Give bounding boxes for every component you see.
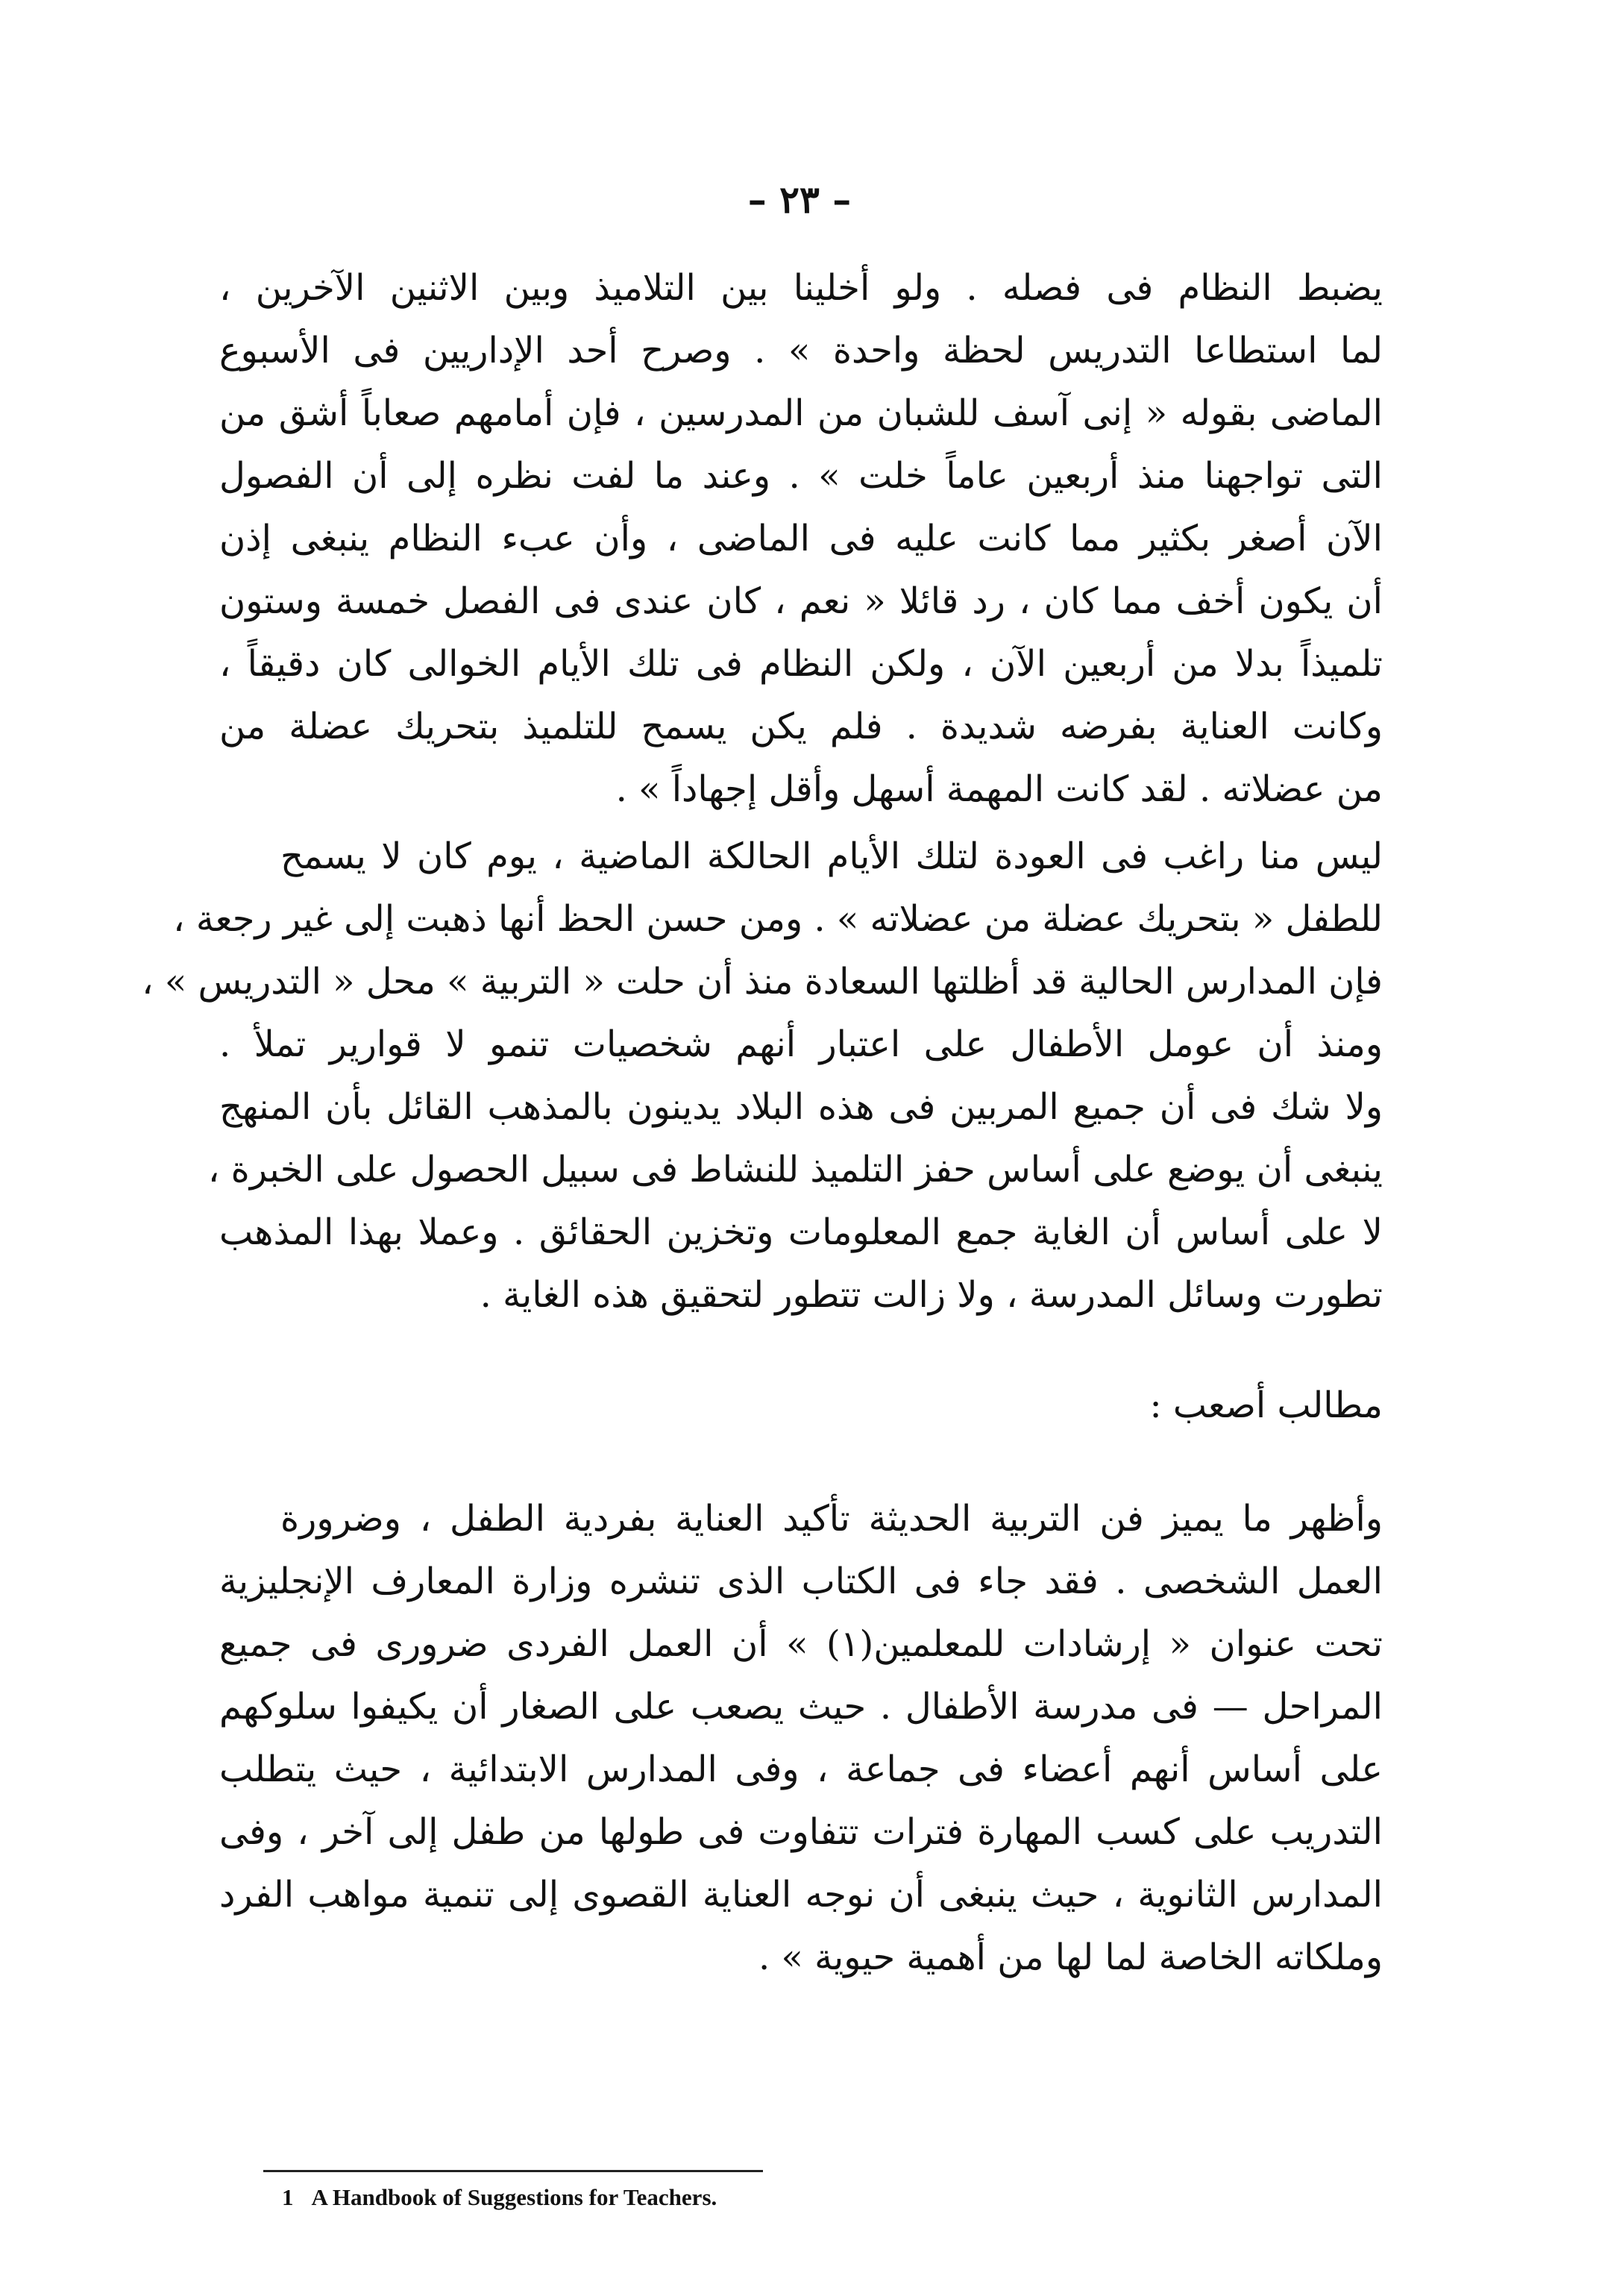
- paragraph-2-line-6: ينبغى أن يوضع على أساس حفز التلميذ للنشاط فى سبيل الحصول على الخبرة ،: [207, 1149, 1383, 1191]
- paragraph-1-line-9: من عضلاته . لقد كانت المهمة أسهل وأقل إجهاداً » .: [615, 768, 1383, 810]
- paragraph-1-line-4: التى تواجهنا منذ أربعين عاماً خلت » . وعند ما لفت نظره إلى أن الفصول: [219, 455, 1383, 497]
- paragraph-2-line-8: تطورت وسائل المدرسة ، ولا زالت تتطور لتحقيق هذه الغاية .: [480, 1274, 1383, 1316]
- paragraph-2-line-7: لا على أساس أن الغاية جمع المعلومات وتخزين الحقائق . وعملا بهذا المذهب: [219, 1211, 1383, 1253]
- paragraph-2-line-1: ليس منا راغب فى العودة لتلك الأيام الحالكة الماضية ، يوم كان لا يسمح: [280, 835, 1383, 877]
- footnote-divider: [263, 2170, 763, 2172]
- paragraph-3-line-7: المدارس الثانوية ، حيث ينبغى أن نوجه العناية القصوى إلى تنمية مواهب الفرد: [219, 1874, 1383, 1916]
- paragraph-3-line-1: وأظهر ما يميز فن التربية الحديثة تأكيد العناية بفردية الطفل ، وضرورة: [280, 1498, 1383, 1540]
- paragraph-3-line-2: العمل الشخصى . فقد جاء فى الكتاب الذى تنشره وزارة المعارف الإنجليزية: [219, 1561, 1383, 1602]
- paragraph-2-line-3: فإن المدارس الحالية قد أظلتها السعادة منذ أن حلت « التربية » محل « التدريس » ،: [142, 961, 1383, 1003]
- footnote-text: A Handbook of Suggestions for Teachers.: [311, 2184, 717, 2210]
- paragraph-2-line-5: ولا شك فى أن جميع المربين فى هذه البلاد يدينون بالمذهب القائل بأن المنهج: [219, 1086, 1383, 1128]
- paragraph-3-line-6: التدريب على كسب المهارة فترات تتفاوت فى طولها من طفل إلى آخر ، وفى: [219, 1811, 1383, 1853]
- paragraph-1-line-5: الآن أصغر بكثير مما كانت عليه فى الماضى ، وأن عبء النظام ينبغى إذن: [219, 518, 1383, 559]
- paragraph-1-line-2: لما استطاعا التدريس لحظة واحدة » . وصرح أحد الإداريين فى الأسبوع: [219, 330, 1383, 371]
- paragraph-1-line-1: يضبط النظام فى فصله . ولو أخلينا بين التلاميذ وبين الاثنين الآخرين ،: [219, 267, 1383, 309]
- paragraph-3-line-5: على أساس أنهم أعضاء فى جماعة ، وفى المدارس الابتدائية ، حيث يتطلب: [219, 1748, 1383, 1790]
- section-heading: مطالب أصعب :: [1149, 1384, 1383, 1426]
- footnote: [282, 2184, 717, 2211]
- paragraph-1-line-3: الماضى بقوله « إنى آسف للشبان من المدرسين ، فإن أمامهم صعاباً أشق من: [219, 392, 1383, 434]
- paragraph-3-line-3: تحت عنوان « إرشادات للمعلمين(١) » أن العمل الفردى ضرورى فى جميع: [219, 1623, 1383, 1665]
- paragraph-1-line-6: أن يكون أخف مما كان ، رد قائلا « نعم ، كان عندى فى الفصل خمسة وستون: [219, 580, 1383, 622]
- paragraph-2-line-2: للطفل « بتحريك عضلة من عضلاته » . ومن حسن الحظ أنها ذهبت إلى غير رجعة ،: [173, 898, 1383, 940]
- paragraph-3-line-8: وملكاته الخاصة لما لها من أهمية حيوية » .: [758, 1936, 1383, 1978]
- paragraph-1-line-7: تلميذاً بدلا من أربعين الآن ، ولكن النظام فى تلك الأيام الخوالى كان دقيقاً ،: [219, 643, 1383, 685]
- paragraph-1-line-8: وكانت العناية بفرضه شديدة . فلم يكن يسمح للتلميذ بتحريك عضلة من: [219, 706, 1383, 747]
- paragraph-2-line-4: ومنذ أن عومل الأطفال على اعتبار أنهم شخصيات تنمو لا قوارير تملأ .: [219, 1023, 1383, 1065]
- paragraph-3-line-4: المراحل — فى مدرسة الأطفال . حيث يصعب على الصغار أن يكيفوا سلوكهم: [219, 1686, 1383, 1728]
- page-number: – ٢٣ –: [747, 178, 852, 222]
- footnote-marker: 1: [282, 2184, 294, 2210]
